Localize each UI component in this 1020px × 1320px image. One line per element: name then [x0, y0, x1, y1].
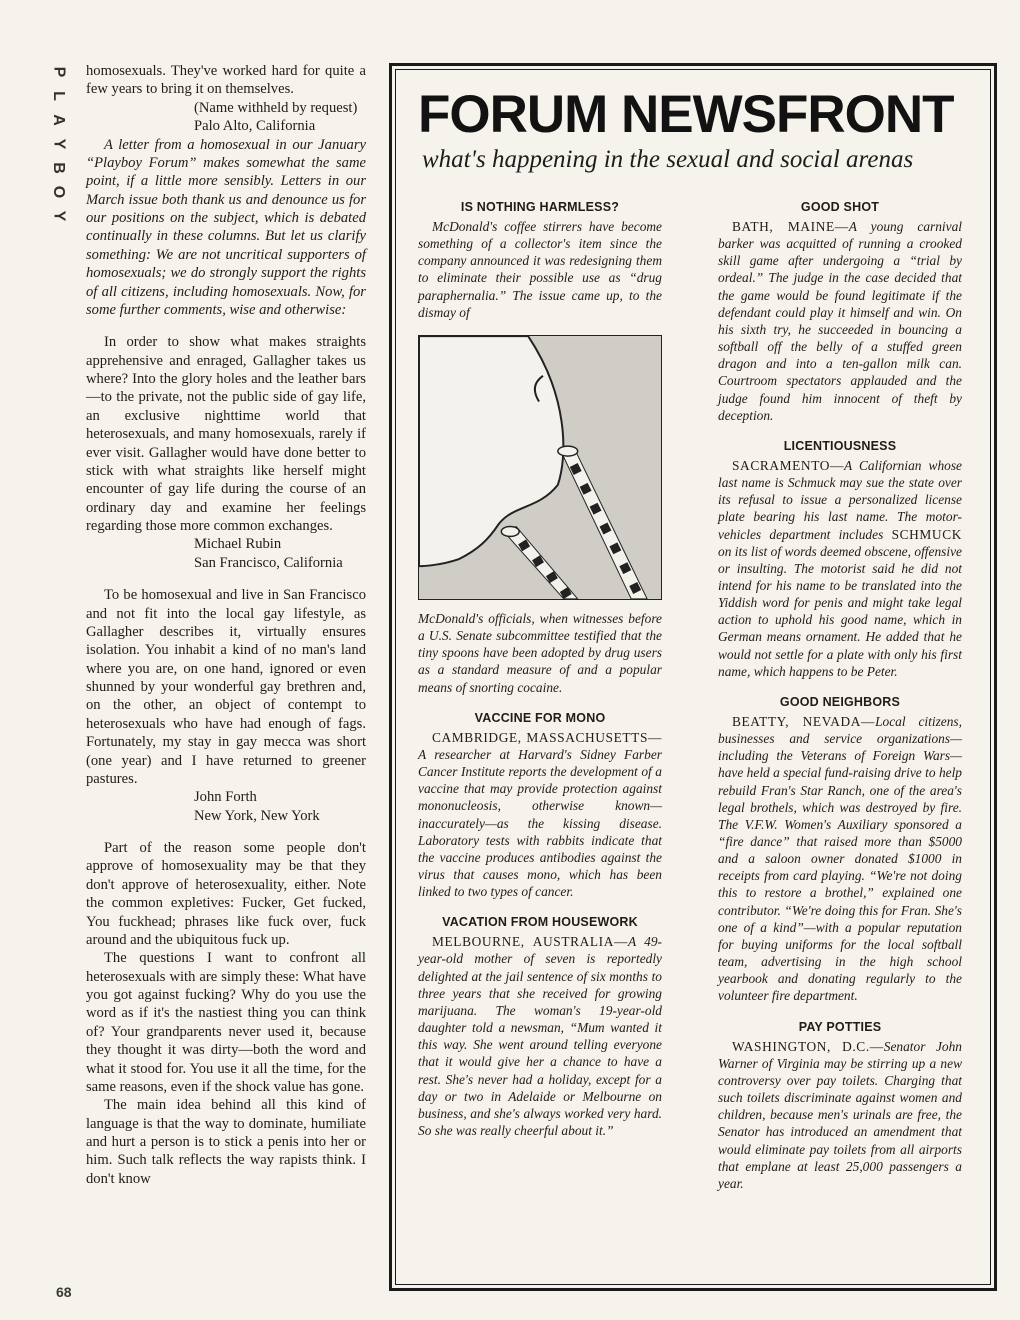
letter-text: The questions I want to confront all heterosexuals with are simply these: What have you got against fucking? Why do you use the word as if it's the nastiest thing you can think of? Your grandparents never used it, because they thought it was dirty—both the word and what it stood for. You use it all the time, for the same reasons, even if the shock value has gone.	[86, 950, 366, 1095]
illustration-caption: McDonald's officials, when witnesses before a U.S. Senate subcommittee testified that the tiny spoons have been adopted by drug users as a standard measure of and a popular means of snorting cocaine.	[418, 610, 662, 695]
story-body: BEATTY, NEVADA—Local citizens, businesses and service organizations—including the Veterans of Foreign Wars—have held a special fund-raising drive to help rebuild Fran's Star Ranch, one of the area's legal brothels, which was destroyed by fire. The V.F.W. Women's Auxiliary sponsored a “fire dance” that raised more than $5000 and a saloon owner donated $1000 in receipts from card playing. “We're not doing this to restore a brothel,” explained one contributor. “We're doing this for Fran. She's one of a kind”—with a popular reputation for buying uniforms for the local softball team, advertising in the high school yearbook and donating regularly to the volunteer fire department.	[718, 713, 962, 1004]
story-body: SACRAMENTO—A Californian whose last name is Schmuck may sue the state over its refusal to issue a personalized license plate bearing his last name. The motor-vehicles department includes SCHMUCK on its list of words deemed obscene, offensive or insulting. The motorist said he did not intend for his name to be translated into the Yiddish word for penis and might take legal action to uphold his good name, which in German means ornament. He added that he would not settle for a plate with only his first name, which happens to be Peter.	[718, 457, 962, 679]
dateline: CAMBRIDGE, MASSACHUSETTS—	[432, 729, 662, 745]
letters-column	[86, 62, 366, 1300]
dateline: SACRAMENTO—	[732, 457, 845, 473]
letter-signature: Michael Rubin	[194, 536, 282, 553]
story-headline: VACCINE FOR MONO	[474, 710, 606, 725]
news-column-right	[718, 199, 962, 1206]
running-head-letter: O	[49, 185, 67, 199]
running-head-letter: A	[50, 114, 67, 126]
page-number: 68	[56, 1284, 72, 1300]
news-column-left	[418, 199, 662, 1153]
running-head-letter: B	[50, 162, 67, 174]
letter-location: San Francisco, California	[194, 554, 343, 571]
running-head-letter: P	[49, 66, 67, 78]
running-head-letter: Y	[49, 138, 67, 150]
letter-text: homosexuals. They've worked hard for quite a few years to bring it on themselves.	[86, 63, 366, 98]
forum-newsfront-box	[389, 63, 997, 1291]
letter-text: The main idea behind all this kind of language is that the way to dominate, humiliate and hurt a person is to stick a penis into her or him. Such talk reflects the way rapists think. I don't know	[86, 1097, 366, 1187]
story-body: WASHINGTON, D.C.—Senator John Warner of Virginia may be stirring up a new controversy over pay toilets. Charging that such toilets discriminate against women and children, because men's urinals are free, the Senator has introduced an amendment that would eliminate pay toilets from all airports that emplane at least 25,000 passengers a year.	[718, 1038, 962, 1191]
coffee-stirrer-illustration	[418, 335, 662, 600]
section-title: FORUM NEWSFRONT	[418, 85, 954, 144]
letter-text: Part of the reason some people don't approve of homosexuality may be that they don't approve of heterosexuality, either. Note the common expletives: Fucker, Get fucked, You fuckhead; phrases like fuck over, fuck around and the ubiquitous fuck up.	[86, 840, 366, 948]
story-body: McDonald's coffee stirrers have become something of a collector's item since the company announced it was redesigning them to eliminate their possible use as “drug paraphernalia.” The issue came up, to the dismay of	[418, 219, 662, 320]
running-head-letter: L	[50, 91, 67, 101]
story-body: MELBOURNE, AUSTRALIA—A 49-year-old mother of seven is reportedly delighted at the jail sentence of six months to three years that she received for growing marijuana. The woman's 19-year-old daughter told a newsman, “Mum wanted it this way. She went around telling everyone that it would give her a chance to have a rest. She's never had a holiday, except for a day or two in Adelaide or Melbourne on business, and she's always worked very hard. So she was really cheerful about it.”	[418, 934, 662, 1138]
story-headline: VACATION FROM HOUSEWORK	[442, 915, 638, 930]
letter-location: Palo Alto, California	[194, 118, 316, 135]
story-body: CAMBRIDGE, MASSACHUSETTS—A researcher at Harvard's Sidney Farber Cancer Institute reports the development of a vaccine that may provide protection against mononucleosis, otherwise known—inaccurately—as the kissing disease. Laboratory tests with rabbits indicate that the vaccine produces antibodies against the virus that causes mono, which has been linked to two types of cancer.	[418, 729, 662, 900]
story-headline: GOOD NEIGHBORS	[779, 694, 901, 709]
dateline: BEATTY, NEVADA—	[732, 713, 876, 729]
editor-note: A letter from a homosexual in our January “Playboy Forum” makes somewhat the same point, if a little more sensibly. Letters in our March issue both thank us and denounce us for our positions on the subject, which is debated continually in these columns. But let us clarify something: We are not uncritical supporters of homosexuals; we do strongly support the rights of all citizens, including homosexuals. Now, for some further comments, wise and otherwise:	[86, 136, 366, 318]
story-headline: GOOD SHOT	[800, 200, 880, 214]
story-headline: IS NOTHING HARMLESS?	[460, 200, 620, 214]
dateline: MELBOURNE, AUSTRALIA—	[432, 934, 628, 950]
dateline: WASHINGTON, D.C.—	[732, 1038, 884, 1054]
running-head	[46, 60, 70, 228]
letter-signature: (Name withheld by request)	[194, 99, 358, 116]
letter-signature: John Forth	[194, 789, 257, 806]
section-subtitle: what's happening in the sexual and social arenas	[422, 146, 914, 173]
running-head-letter: Y	[49, 210, 67, 222]
letter-text: In order to show what makes straights apprehensive and enraged, Gallagher takes us where? Into the glory holes and the leather bars—to the private, not the public side of gay life, an exclusive nighttime world that heterosexuals, and many homosexuals, rarely if ever visit. Gallagher would have done better to stick with what straights like herself might encounter of gay life during the course of an ordinary day and examine her feelings regarding those more common exchanges.	[86, 334, 366, 534]
letter-text: To be homosexual and live in San Francisco and not fit into the local gay lifestyle, as Gallagher describes it, virtually ensures isolation. You inhabit a kind of no man's land where you are, on one hand, ignored or even shunned by your wonderful gay brethren and, on the other, an object of contempt to heterosexuals who have had enough of fags. Fortunately, my stay in gay mecca was short (one year) and I have returned to greener pastures.	[86, 587, 366, 787]
dateline: BATH, MAINE—	[732, 219, 849, 234]
letter-location: New York, New York	[194, 807, 320, 824]
story-headline: LICENTIOUSNESS	[783, 438, 897, 453]
story-headline: PAY POTTIES	[798, 1019, 882, 1034]
story-body: BATH, MAINE—A young carnival barker was acquitted of running a crooked skill game after undergoing a “trial by ordeal.” The judge in the case decided that the game would be found legitimate if the defendant could play it himself and win. On his sixth try, he succeeded in bouncing a softball off the belly of a stuffed green dragon and into a ten-gallon milk can. Courtroom spectators applauded and the judge found him innocent of theft by deception.	[718, 219, 962, 423]
